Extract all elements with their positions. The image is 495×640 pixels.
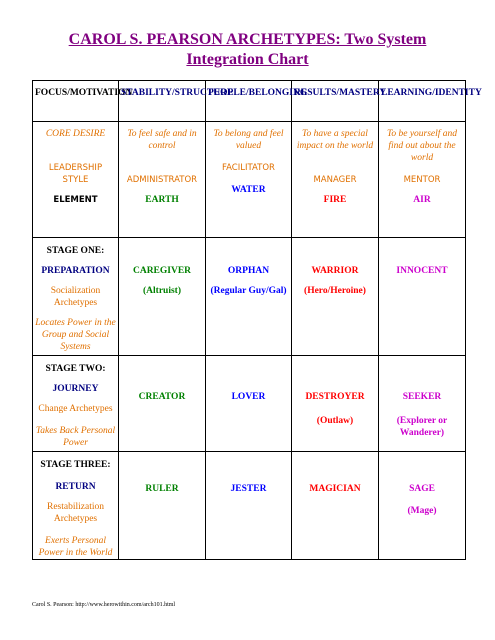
- attributes-people-cell: [206, 122, 292, 238]
- core-desire-label: CORE DESIRE: [45, 129, 106, 139]
- stage-two-row: [33, 356, 466, 452]
- attributes-stability-cell: [119, 122, 206, 238]
- archetype-jester: JESTER: [230, 484, 267, 494]
- archetype-sage: SAGE: [409, 484, 435, 494]
- stage-three-people-cell: [206, 452, 292, 560]
- stage-one-label-cell: [33, 238, 119, 356]
- attributes-label-cell: [33, 122, 119, 238]
- stage-three-note: Exerts Personal Power in the World: [38, 536, 113, 558]
- archetype-caregiver-alt: (Altruist): [143, 286, 181, 296]
- archetype-warrior-alt: (Hero/Heroine): [304, 286, 366, 296]
- stage-one-row: [33, 238, 466, 356]
- stage-one-note: Locates Power in the Group and Social Systems: [35, 318, 116, 352]
- stage-three-results-cell: [292, 452, 379, 560]
- header-row: [33, 81, 466, 122]
- stage-three-learning-cell: [379, 452, 466, 560]
- stage-one-results-cell: [292, 238, 379, 356]
- archetype-seeker: SEEKER: [402, 392, 442, 402]
- header-stability: STABILITY/STRUCTURE: [119, 81, 206, 122]
- stage-two-title: STAGE TWO:: [45, 364, 106, 374]
- archetype-innocent: INNOCENT: [396, 266, 448, 276]
- header-people: PEOPLE/BELONGING: [206, 81, 292, 122]
- stage-one-title: STAGE ONE:: [46, 246, 105, 256]
- archetype-orphan-alt: (Regular Guy/Gal): [210, 286, 287, 296]
- header-focus: FOCUS/MOTIVATION: [33, 81, 119, 122]
- core-desire-results: To have a special impact on the world: [296, 129, 374, 151]
- archetype-magician: MAGICIAN: [309, 484, 361, 494]
- archetype-destroyer-alt: (Outlaw): [316, 416, 354, 426]
- archetype-ruler: RULER: [145, 484, 179, 494]
- leadership-stability: ADMINISTRATOR: [126, 175, 198, 185]
- header-learning: LEARNING/IDENTITY: [379, 81, 466, 122]
- element-air: AIR: [413, 195, 431, 205]
- leadership-style-label: LEADERSHIP STYLE: [48, 163, 103, 185]
- stage-two-learning-cell: [379, 356, 466, 452]
- core-desire-people: To belong and feel valued: [213, 129, 284, 151]
- header-results: RESULTS/MASTERY: [292, 81, 379, 122]
- core-desire-stability: To feel safe and in control: [127, 129, 197, 151]
- leadership-learning: MENTOR: [403, 175, 441, 185]
- source-footer: Carol S. Pearson: http://www.herowithin.com/arch101.html: [32, 602, 176, 608]
- stage-one-archetypes: Socialization Archetypes: [50, 286, 101, 308]
- stage-three-label-cell: [33, 452, 119, 560]
- stage-three-archetypes: Restabilization Archetypes: [47, 502, 104, 524]
- archetype-seeker-alt: (Explorer or Wanderer): [396, 416, 448, 438]
- stage-three-stability-cell: [119, 452, 206, 560]
- stage-two-name: JOURNEY: [52, 384, 99, 394]
- leadership-results: MANAGER: [313, 175, 357, 185]
- archetype-caregiver: CAREGIVER: [132, 266, 192, 276]
- core-desire-learning: To be yourself and find out about the world: [386, 129, 458, 163]
- archetype-warrior: WARRIOR: [311, 266, 359, 276]
- attributes-learning-cell: [379, 122, 466, 238]
- attributes-results-cell: [292, 122, 379, 238]
- title-line-2: Integration Chart: [186, 51, 309, 68]
- archetype-creator: CREATOR: [138, 392, 186, 402]
- element-label: ELEMENT: [53, 195, 98, 205]
- stage-one-name: PREPARATION: [41, 266, 110, 276]
- element-fire: FIRE: [323, 195, 347, 205]
- stage-three-title: STAGE THREE:: [40, 460, 111, 470]
- stage-two-stability-cell: [119, 356, 206, 452]
- element-earth: EARTH: [145, 195, 179, 205]
- stage-two-results-cell: [292, 356, 379, 452]
- stage-one-stability-cell: [119, 238, 206, 356]
- stage-two-people-cell: [206, 356, 292, 452]
- stage-two-label-cell: [33, 356, 119, 452]
- archetype-chart: [32, 80, 482, 560]
- attributes-row: [33, 122, 466, 238]
- title-line-1: CAROL S. PEARSON ARCHETYPES: Two System: [68, 31, 427, 48]
- stage-two-archetypes: Change Archetypes: [38, 404, 113, 414]
- stage-one-people-cell: [206, 238, 292, 356]
- stage-two-note: Takes Back Personal Power: [35, 426, 116, 448]
- archetype-lover: LOVER: [231, 392, 266, 402]
- leadership-people: FACILITATOR: [222, 163, 275, 173]
- page-title: [0, 30, 495, 70]
- stage-one-learning-cell: [379, 238, 466, 356]
- stage-three-name: RETURN: [55, 482, 96, 492]
- stage-three-row: [33, 452, 466, 560]
- element-water: WATER: [231, 185, 266, 195]
- archetype-destroyer: DESTROYER: [305, 392, 365, 402]
- archetype-orphan: ORPHAN: [227, 266, 270, 276]
- archetype-sage-alt: (Mage): [407, 506, 437, 516]
